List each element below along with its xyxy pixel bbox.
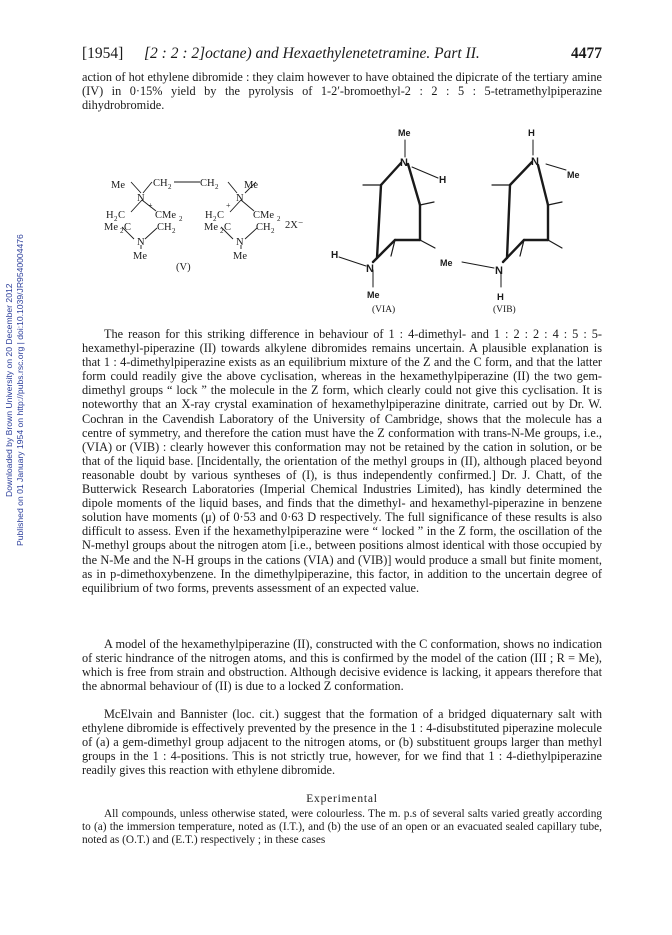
vib-h-bottom: H	[497, 292, 504, 303]
svg-text:C: C	[118, 210, 126, 221]
v-me2c-left: Me	[104, 222, 118, 233]
v-h2c-left: H	[106, 210, 114, 221]
svg-text:C: C	[224, 222, 232, 233]
v-cme2-right: CMe	[253, 210, 274, 221]
v-cme2-left: CMe	[155, 210, 176, 221]
header-year: [1954]	[82, 45, 124, 62]
svg-text:N: N	[531, 156, 539, 168]
svg-text:2: 2	[215, 183, 219, 191]
v-ch2-right: CH	[256, 222, 271, 233]
vib-h-top: H	[528, 128, 535, 139]
svg-text:2: 2	[220, 227, 224, 235]
via-me-bottom: Me	[367, 290, 380, 300]
via-h-right: H	[439, 175, 447, 186]
svg-text:N: N	[137, 193, 145, 204]
svg-text:2: 2	[120, 227, 124, 235]
svg-text:2: 2	[271, 227, 275, 235]
vib-label: (VIB)	[493, 305, 516, 315]
v-ch2-bridge-a: CH	[153, 178, 168, 189]
via-h-left: H	[331, 250, 339, 261]
v-me-bottom-left: Me	[133, 251, 147, 262]
v-me2c-right: Me	[204, 222, 218, 233]
svg-text:2: 2	[213, 215, 217, 223]
v-anion: 2X⁻	[285, 220, 304, 231]
svg-text:2: 2	[168, 183, 172, 191]
download-stamp-line: Downloaded by Brown University on 20 December 2012	[4, 283, 14, 497]
section-heading-experimental: Experimental	[306, 793, 378, 805]
page-number: 4477	[571, 45, 602, 62]
vib-me-left: Me	[440, 258, 453, 268]
svg-text:C: C	[124, 222, 132, 233]
v-plus-left: +	[148, 201, 153, 210]
header-title: [2 : 2 : 2]octane) and Hexaethylenetetramine. Part II.	[144, 45, 480, 62]
svg-text:N: N	[236, 237, 244, 248]
paragraph-intro: action of hot ethylene dibromide : they claim however to have obtained the dipicrate of the tertiary amine (IV) in 0·15% yield by the pyrolysis of 1-2′-bromoethyl-2 : 2 : 5 : 5-tetramethylpiperazine dihydrobromide.	[82, 70, 602, 113]
svg-text:2: 2	[172, 227, 176, 235]
structure-vib	[462, 140, 566, 287]
vib-me-right: Me	[567, 170, 580, 180]
structure-via	[339, 140, 438, 287]
svg-text:2: 2	[179, 215, 183, 223]
v-h2c-right: H	[205, 210, 213, 221]
v-label: (V)	[176, 262, 191, 273]
paragraph-mcelvain: McElvain and Bannister (loc. cit.) suggest that the formation of a bridged diquaternary salt with ethylene dibromide is effectively prevented by the presence in the 1 : 4-disubstituted piperazine molecule of (a) a gem-dimethyl group adjacent to the nitrogen atoms, or (b) substituent groups larger than methyl groups in the 1 : 4-positions. This is not strictly true, however, for we find that 1 : 4-diethylpiperazine readily gives this reaction with ethylene dibromide.	[82, 707, 602, 778]
via-label: (VIA)	[372, 305, 396, 315]
v-plus-right: +	[226, 201, 231, 210]
svg-text:N: N	[137, 237, 145, 248]
svg-text:N: N	[366, 263, 374, 275]
v-ch2-left: CH	[157, 222, 172, 233]
svg-text:N: N	[236, 193, 244, 204]
svg-text:N: N	[495, 265, 503, 277]
svg-text:C: C	[217, 210, 225, 221]
via-me-top: Me	[398, 128, 411, 138]
paragraph-experimental: All compounds, unless otherwise stated, were colourless. The m. p.s of several salts varied greatly according to (a) the immersion temperature, noted as (I.T.), and (b) the use of an open or an evacuated sealed capillary tube, noted as (O.T.) and (E.T.) respectively ; in these cases	[82, 808, 602, 847]
svg-text:2: 2	[114, 215, 118, 223]
structure-figure	[0, 0, 672, 330]
svg-text:2: 2	[277, 215, 281, 223]
paragraph-discussion: The reason for this striking difference in behaviour of 1 : 4-dimethyl- and 1 : 2 : 2 : 4 : 5 : 5-hexamethyl-piperazine (II) towards alkylene dibromides remains uncertain. A plausible explanation is that 1 : 4-dimethylpiperazine exists as an equilibrium mixture of the Z and the C form, and that the latter form could readily give the above cyclisation, whereas in the hexamethylpiperazine (II) the two gem-dimethyl groups “ lock ” the molecule in the Z form, which clearly could not give this cyclisation. It is noteworthy that an X-ray crystal examination of hexamethylpiperazine dinitrate, carried out by Dr. W. Cochran in the Cavendish Laboratory of the University of Cambridge, shows that the molecule has a centre of symmetry, and therefore the cation must have the Z conformation with trans-N-Me groups, i.e., (VIA) or (VIB) : clearly however this conformation may not be retained by the cation in solution, or be that of the liquid base. [Incidentally, the orientation of the methyl groups in (II), although placed beyond reasonable doubt by various syntheses of (I), is thus independently confirmed.] Dr. J. Chatt, of the Butterwick Research Laboratories (Imperial Chemical Industries Limited), has kindly determined the dipole moments of the liquid bases, and finds that the dimethyl- and hexamethyl-piperazine in benzene solution have moments (μ) of 0·53 and 0·63 D respectively. The full significance of these results is also difficult to assess. Even if the hexamethylpiperazine were “ locked ” in the Z form, the oscillation of the N-methyl groups about the nitrogen atom [i.e., between positions almost identical with those occupied by the N-Me and the N-H groups in the cations (VIA) and (VIB)] would produce a small but finite moment, as in p-dimethoxybenzene. In the dimethylpiperazine, this factor, in addition to the uncertain degree of equilibrium of two forms, prevents assessment of an expected value.	[82, 327, 602, 595]
paragraph-model: A model of the hexamethylpiperazine (II), constructed with the C conformation, shows no indication of steric hindrance of the nitrogen atoms, and this is confirmed by the model of the cation (III ; R = Me), which is free from strain and obstruction. Although decisive evidence is lacking, it appears therefore that the abnormal behaviour of (II) is due to a locked Z conformation.	[82, 637, 602, 694]
v-me-top-right: Me	[244, 180, 258, 191]
svg-text:N: N	[400, 157, 408, 169]
v-me-top-left: Me	[111, 180, 125, 191]
v-ch2-bridge-b: CH	[200, 178, 215, 189]
doi-stamp-line: Published on 01 January 1954 on http://pubs.rsc.org | doi:10.1039/JR9540004476	[15, 234, 25, 546]
v-me-bottom-right: Me	[233, 251, 247, 262]
